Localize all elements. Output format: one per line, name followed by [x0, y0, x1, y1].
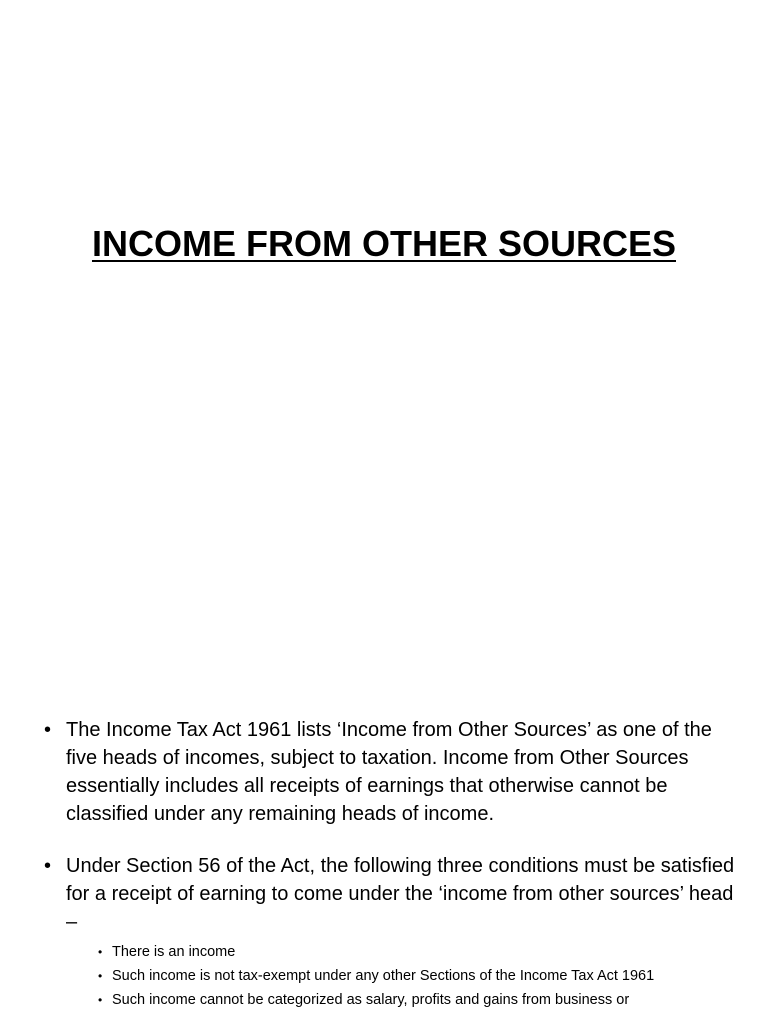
bullet-item-section-56	[40, 852, 740, 1012]
condition-text: Such income cannot be categorized as salary, profits and gains from business or	[112, 992, 630, 1008]
bullet-item-act-overview	[40, 716, 740, 828]
bullet-icon: •	[44, 719, 52, 741]
sub-bullet-icon: •	[98, 969, 103, 983]
condition-item	[98, 988, 740, 1012]
condition-item	[98, 940, 740, 964]
sub-bullet-icon: •	[98, 993, 103, 1007]
bullet-text: The Income Tax Act 1961 lists ‘Income from Other Sources’ as one of the five heads of incomes, subject to taxation. Income from Other Sources essentially includes all receipts of earnings that otherwise cannot be classified under any remaining heads of income.	[66, 719, 712, 825]
sub-bullet-icon: •	[98, 945, 103, 959]
slide-body	[40, 716, 740, 1012]
condition-item	[98, 964, 740, 988]
condition-text: Such income is not tax-exempt under any other Sections of the Income Tax Act 1961	[112, 968, 655, 984]
bullet-icon: •	[44, 855, 52, 877]
bullet-text: Under Section 56 of the Act, the following three conditions must be satisfied for a receipt of earning to come under the ‘income from other sources’ head –	[66, 855, 735, 933]
condition-text: There is an income	[112, 944, 236, 960]
slide-title: INCOME FROM OTHER SOURCES	[91, 223, 676, 264]
conditions-list	[98, 940, 740, 1012]
